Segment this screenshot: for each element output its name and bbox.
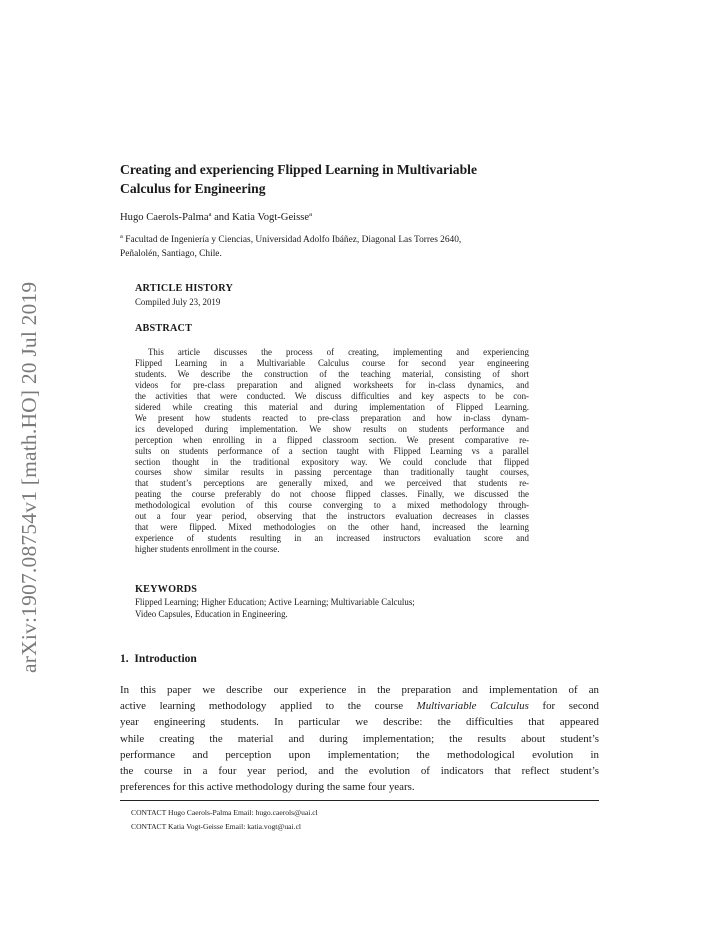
abstract-line: ics developed during implementation. We show results on students performance and xyxy=(135,423,529,434)
abstract-line: sidered while creating this material and during implementation of Flipped Learning. xyxy=(135,401,529,412)
keywords-line-2: Video Capsules, Education in Engineering. xyxy=(135,608,288,619)
abstract-heading: ABSTRACT xyxy=(135,323,193,334)
abstract-line: out a four year period, observing that the instructors evaluation decreases in classes xyxy=(135,511,529,522)
abstract-line: sults on students performance of a section taught with Flipped Learning vs a parallel xyxy=(135,445,529,456)
keywords-body xyxy=(135,597,535,620)
abstract-line: peating the course preferably do not choose flipped classes. Finally, we discussed the xyxy=(135,489,529,500)
author-2-mark: a xyxy=(309,211,312,218)
course-name: Multivariable Calculus xyxy=(416,700,529,713)
abstract-line: experience of students resulting in an increased instructors evaluation score and xyxy=(135,533,529,544)
abstract-line: the activities that were conducted. We discuss difficulties and key aspects to be con- xyxy=(135,390,529,401)
section-title: Introduction xyxy=(134,653,197,665)
compiled-date: Compiled July 23, 2019 xyxy=(135,297,221,307)
intro-line: performance and perception upon implementation; the methodological evolution in xyxy=(120,748,599,761)
affiliation xyxy=(120,234,600,261)
intro-line: while creating the material and during implementation; the results about student’s xyxy=(120,732,599,745)
abstract-line: that were flipped. Mixed methodologies on the other hand, increased the learning xyxy=(135,522,529,533)
intro-paragraph xyxy=(120,682,599,795)
affiliation-line-1: Facultad de Ingeniería y Ciencias, Universidad Adolfo Ibáñez, Diagonal Las Torres 2640, xyxy=(125,235,462,245)
abstract-line: section thought in the traditional expository way. We could conclude that flipped xyxy=(135,456,529,467)
author-2: Katia Vogt-Geisse xyxy=(232,212,310,223)
intro-line xyxy=(120,698,599,714)
abstract-body xyxy=(135,347,529,555)
title-line-2: Calculus for Engineering xyxy=(120,181,266,196)
abstract-line: We present how students reacted to pre-class preparation and how in-class dynam- xyxy=(135,412,529,423)
intro-line: the course in a four year period, and the evolution of indicators that reflect student’s xyxy=(120,765,599,778)
title-line-1: Creating and experiencing Flipped Learning in Multivariable xyxy=(120,162,477,177)
abstract-line: courses show similar results in passing percentage than traditionally taught courses, xyxy=(135,467,529,478)
contact-1: CONTACT Hugo Caerols-Palma Email: hugo.caerols@uai.cl xyxy=(131,808,318,817)
section-heading xyxy=(120,653,197,665)
author-1-mark: a xyxy=(208,211,212,218)
abstract-line: videos for pre-class preparation and aligned worksheets for in-class dynamics, and xyxy=(135,379,529,390)
affiliation-mark: a xyxy=(120,233,123,240)
intro-line-2-end: for second xyxy=(528,700,599,713)
affiliation-line-2: Peñalolén, Santiago, Chile. xyxy=(120,248,222,259)
arxiv-identifier: arXiv:1907.08754v1 [math.HO] 20 Jul 2019 xyxy=(17,281,41,673)
footnote-rule xyxy=(120,800,599,801)
abstract-line: that student’s perceptions are generally mixed, and we perceived that students re- xyxy=(135,478,529,489)
intro-line: year engineering students. In particular we describe: the difficulties that appeared xyxy=(120,716,599,729)
intro-line: preferences for this active methodology during the same four years. xyxy=(120,781,415,794)
article-history-heading: ARTICLE HISTORY xyxy=(135,283,234,294)
contact-2: CONTACT Katia Vogt-Geisse Email: katia.vogt@uai.cl xyxy=(131,822,302,831)
abstract-line: students. We describe the construction of the teaching material, consisting of short xyxy=(135,368,529,379)
abstract-line: perception when enrolling in a flipped classroom section. We present comparative re- xyxy=(135,434,529,445)
authors xyxy=(120,212,312,223)
abstract-line: This article discusses the process of creating, implementing and experiencing xyxy=(148,347,529,357)
keywords-line-1: Flipped Learning; Higher Education; Active Learning; Multivariable Calculus; xyxy=(135,597,415,607)
intro-line: In this paper we describe our experience in the preparation and implementation of an xyxy=(120,684,599,696)
abstract-line: higher students enrollment in the course. xyxy=(135,544,280,555)
paper-title xyxy=(120,160,600,198)
author-1: Hugo Caerols-Palma xyxy=(120,212,209,223)
intro-line-2-start: active learning methodology applied to the course xyxy=(120,700,417,713)
abstract-line: methodological evolution of this course converging to a mixed methodology through- xyxy=(135,500,529,511)
section-number: 1. xyxy=(120,653,129,665)
keywords-heading: KEYWORDS xyxy=(135,584,198,595)
authors-and: and xyxy=(214,212,230,223)
abstract-line: Flipped Learning in a Multivariable Calculus course for second year engineering xyxy=(135,357,529,368)
